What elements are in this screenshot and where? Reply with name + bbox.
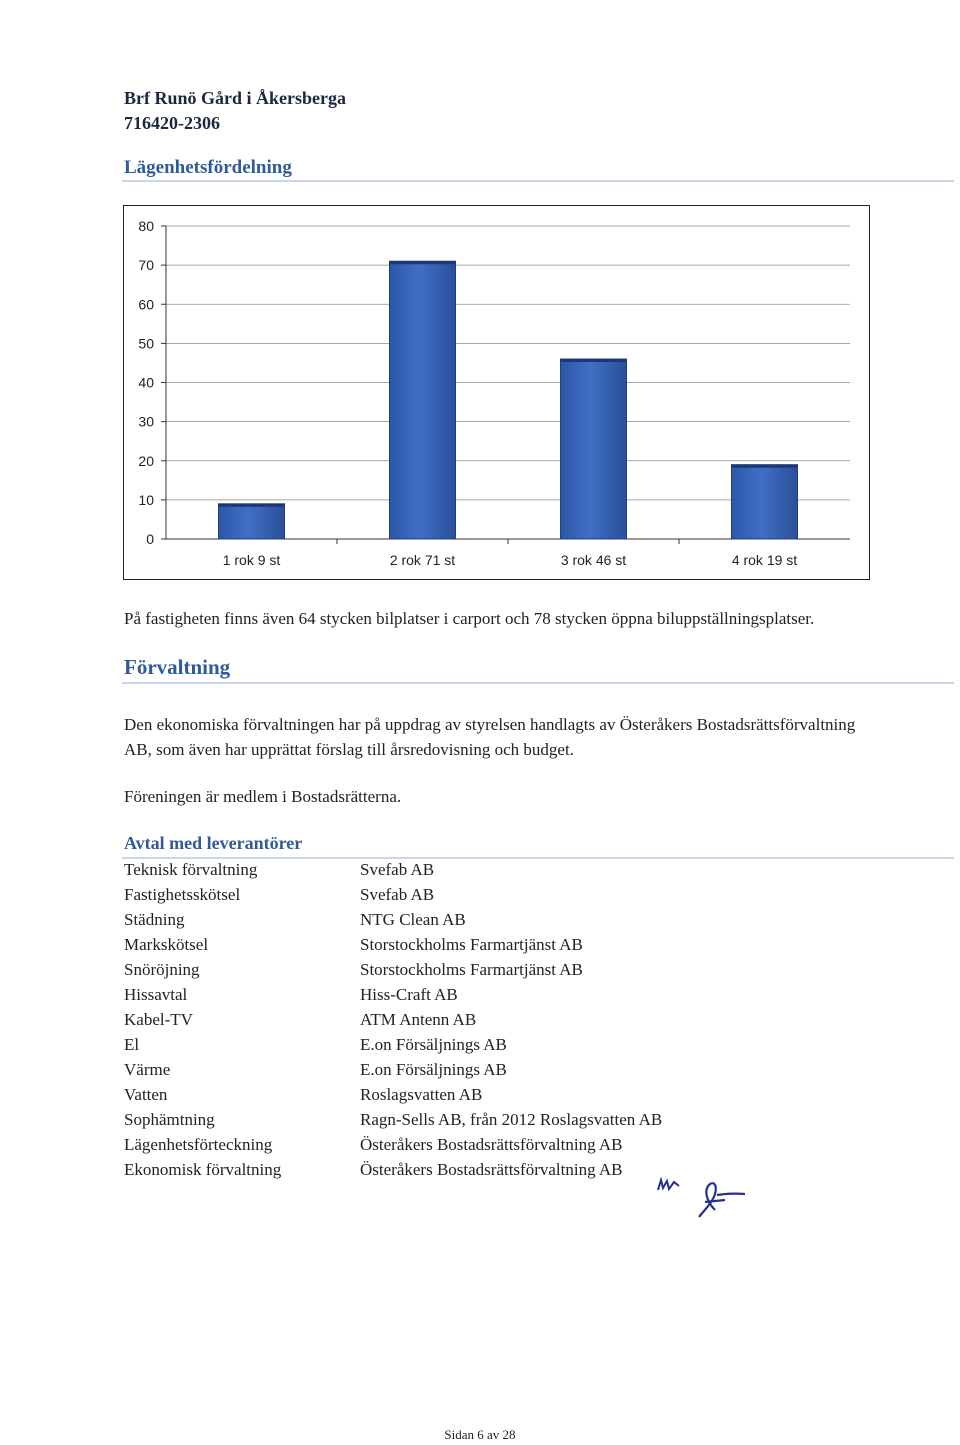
y-tick-label: 70 — [138, 257, 154, 274]
membership-note: Föreningen är medlem i Bostadsrätterna. — [124, 787, 402, 806]
supplier-name: Storstockholms Farmartjänst AB — [360, 935, 583, 954]
bar — [219, 504, 285, 539]
management-rule — [122, 682, 954, 684]
supplier-service: Värme — [124, 1060, 171, 1079]
management-paragraph-line2: AB, som även har upprättat förslag till årsredovisning och budget. — [124, 740, 574, 759]
supplier-service: Teknisk förvaltning — [124, 860, 258, 879]
bar — [390, 261, 456, 539]
y-tick-label: 20 — [138, 452, 154, 469]
supplier-name: Österåkers Bostadsrättsförvaltning AB — [360, 1135, 623, 1154]
distribution-heading: Lägenhetsfördelning — [124, 157, 292, 178]
supplier-name: Roslagsvatten AB — [360, 1085, 483, 1104]
bar — [561, 359, 627, 539]
bar-top-edge — [390, 261, 456, 264]
supplier-name: E.on Försäljnings AB — [360, 1035, 507, 1054]
y-tick-label: 50 — [138, 335, 154, 352]
supplier-service: Markskötsel — [124, 935, 209, 954]
supplier-service: Hissavtal — [124, 985, 188, 1004]
y-tick-label: 80 — [138, 218, 154, 234]
signature-initials-1 — [658, 1180, 679, 1190]
y-tick-label: 30 — [138, 413, 154, 430]
supplier-name: Storstockholms Farmartjänst AB — [360, 960, 583, 979]
x-tick-label: 2 rok 71 st — [389, 552, 456, 568]
org-number: 716420-2306 — [124, 113, 220, 133]
x-tick-label: 4 rok 19 st — [731, 552, 798, 568]
supplier-service: Kabel-TV — [124, 1010, 193, 1029]
bar-top-edge — [561, 359, 627, 362]
bar — [732, 465, 798, 539]
supplier-service: Snöröjning — [124, 960, 200, 979]
supplier-service: Sophämtning — [124, 1110, 215, 1129]
y-tick-label: 0 — [146, 531, 154, 547]
supplier-service: Städning — [124, 910, 185, 929]
x-tick-label: 1 rok 9 st — [222, 552, 281, 568]
supplier-name: Svefab AB — [360, 860, 435, 879]
supplier-service: Ekonomisk förvaltning — [124, 1160, 282, 1179]
apartment-distribution-chart — [123, 205, 870, 580]
y-tick-label: 60 — [138, 296, 154, 313]
signature — [655, 1172, 765, 1237]
suppliers-rule — [122, 857, 954, 859]
bar-top-edge — [732, 465, 798, 468]
page-number: Sidan 6 av 28 — [444, 1427, 516, 1442]
supplier-service: Lägenhetsförteckning — [124, 1135, 273, 1154]
supplier-name: Svefab AB — [360, 885, 435, 904]
management-paragraph-line1: Den ekonomiska förvaltningen har på uppdrag av styrelsen handlagts av Österåkers Bostadsrättsförvaltning — [124, 715, 856, 734]
supplier-name: Hiss-Craft AB — [360, 985, 458, 1004]
org-name: Brf Runö Gård i Åkersberga — [124, 88, 346, 108]
y-tick-label: 10 — [138, 491, 154, 508]
supplier-name: NTG Clean AB — [360, 910, 466, 929]
supplier-name: Österåkers Bostadsrättsförvaltning AB — [360, 1160, 623, 1179]
x-tick-label: 3 rok 46 st — [560, 552, 627, 568]
supplier-service: Vatten — [124, 1085, 168, 1104]
chart-svg — [124, 206, 869, 579]
supplier-service: Fastighetsskötsel — [124, 885, 241, 904]
supplier-name: E.on Försäljnings AB — [360, 1060, 507, 1079]
management-heading: Förvaltning — [124, 655, 231, 679]
supplier-service: El — [124, 1035, 140, 1054]
supplier-name: Ragn-Sells AB, från 2012 Roslagsvatten AB — [360, 1110, 663, 1129]
supplier-name: ATM Antenn AB — [360, 1010, 477, 1029]
signature-initials-2 — [699, 1183, 745, 1217]
bar-top-edge — [219, 504, 285, 507]
parking-note: På fastigheten finns även 64 stycken bilplatser i carport och 78 stycken öppna biluppställningsplatser. — [124, 609, 815, 628]
distribution-rule — [122, 180, 954, 182]
suppliers-heading: Avtal med leverantörer — [124, 833, 303, 853]
y-tick-label: 40 — [138, 374, 154, 391]
